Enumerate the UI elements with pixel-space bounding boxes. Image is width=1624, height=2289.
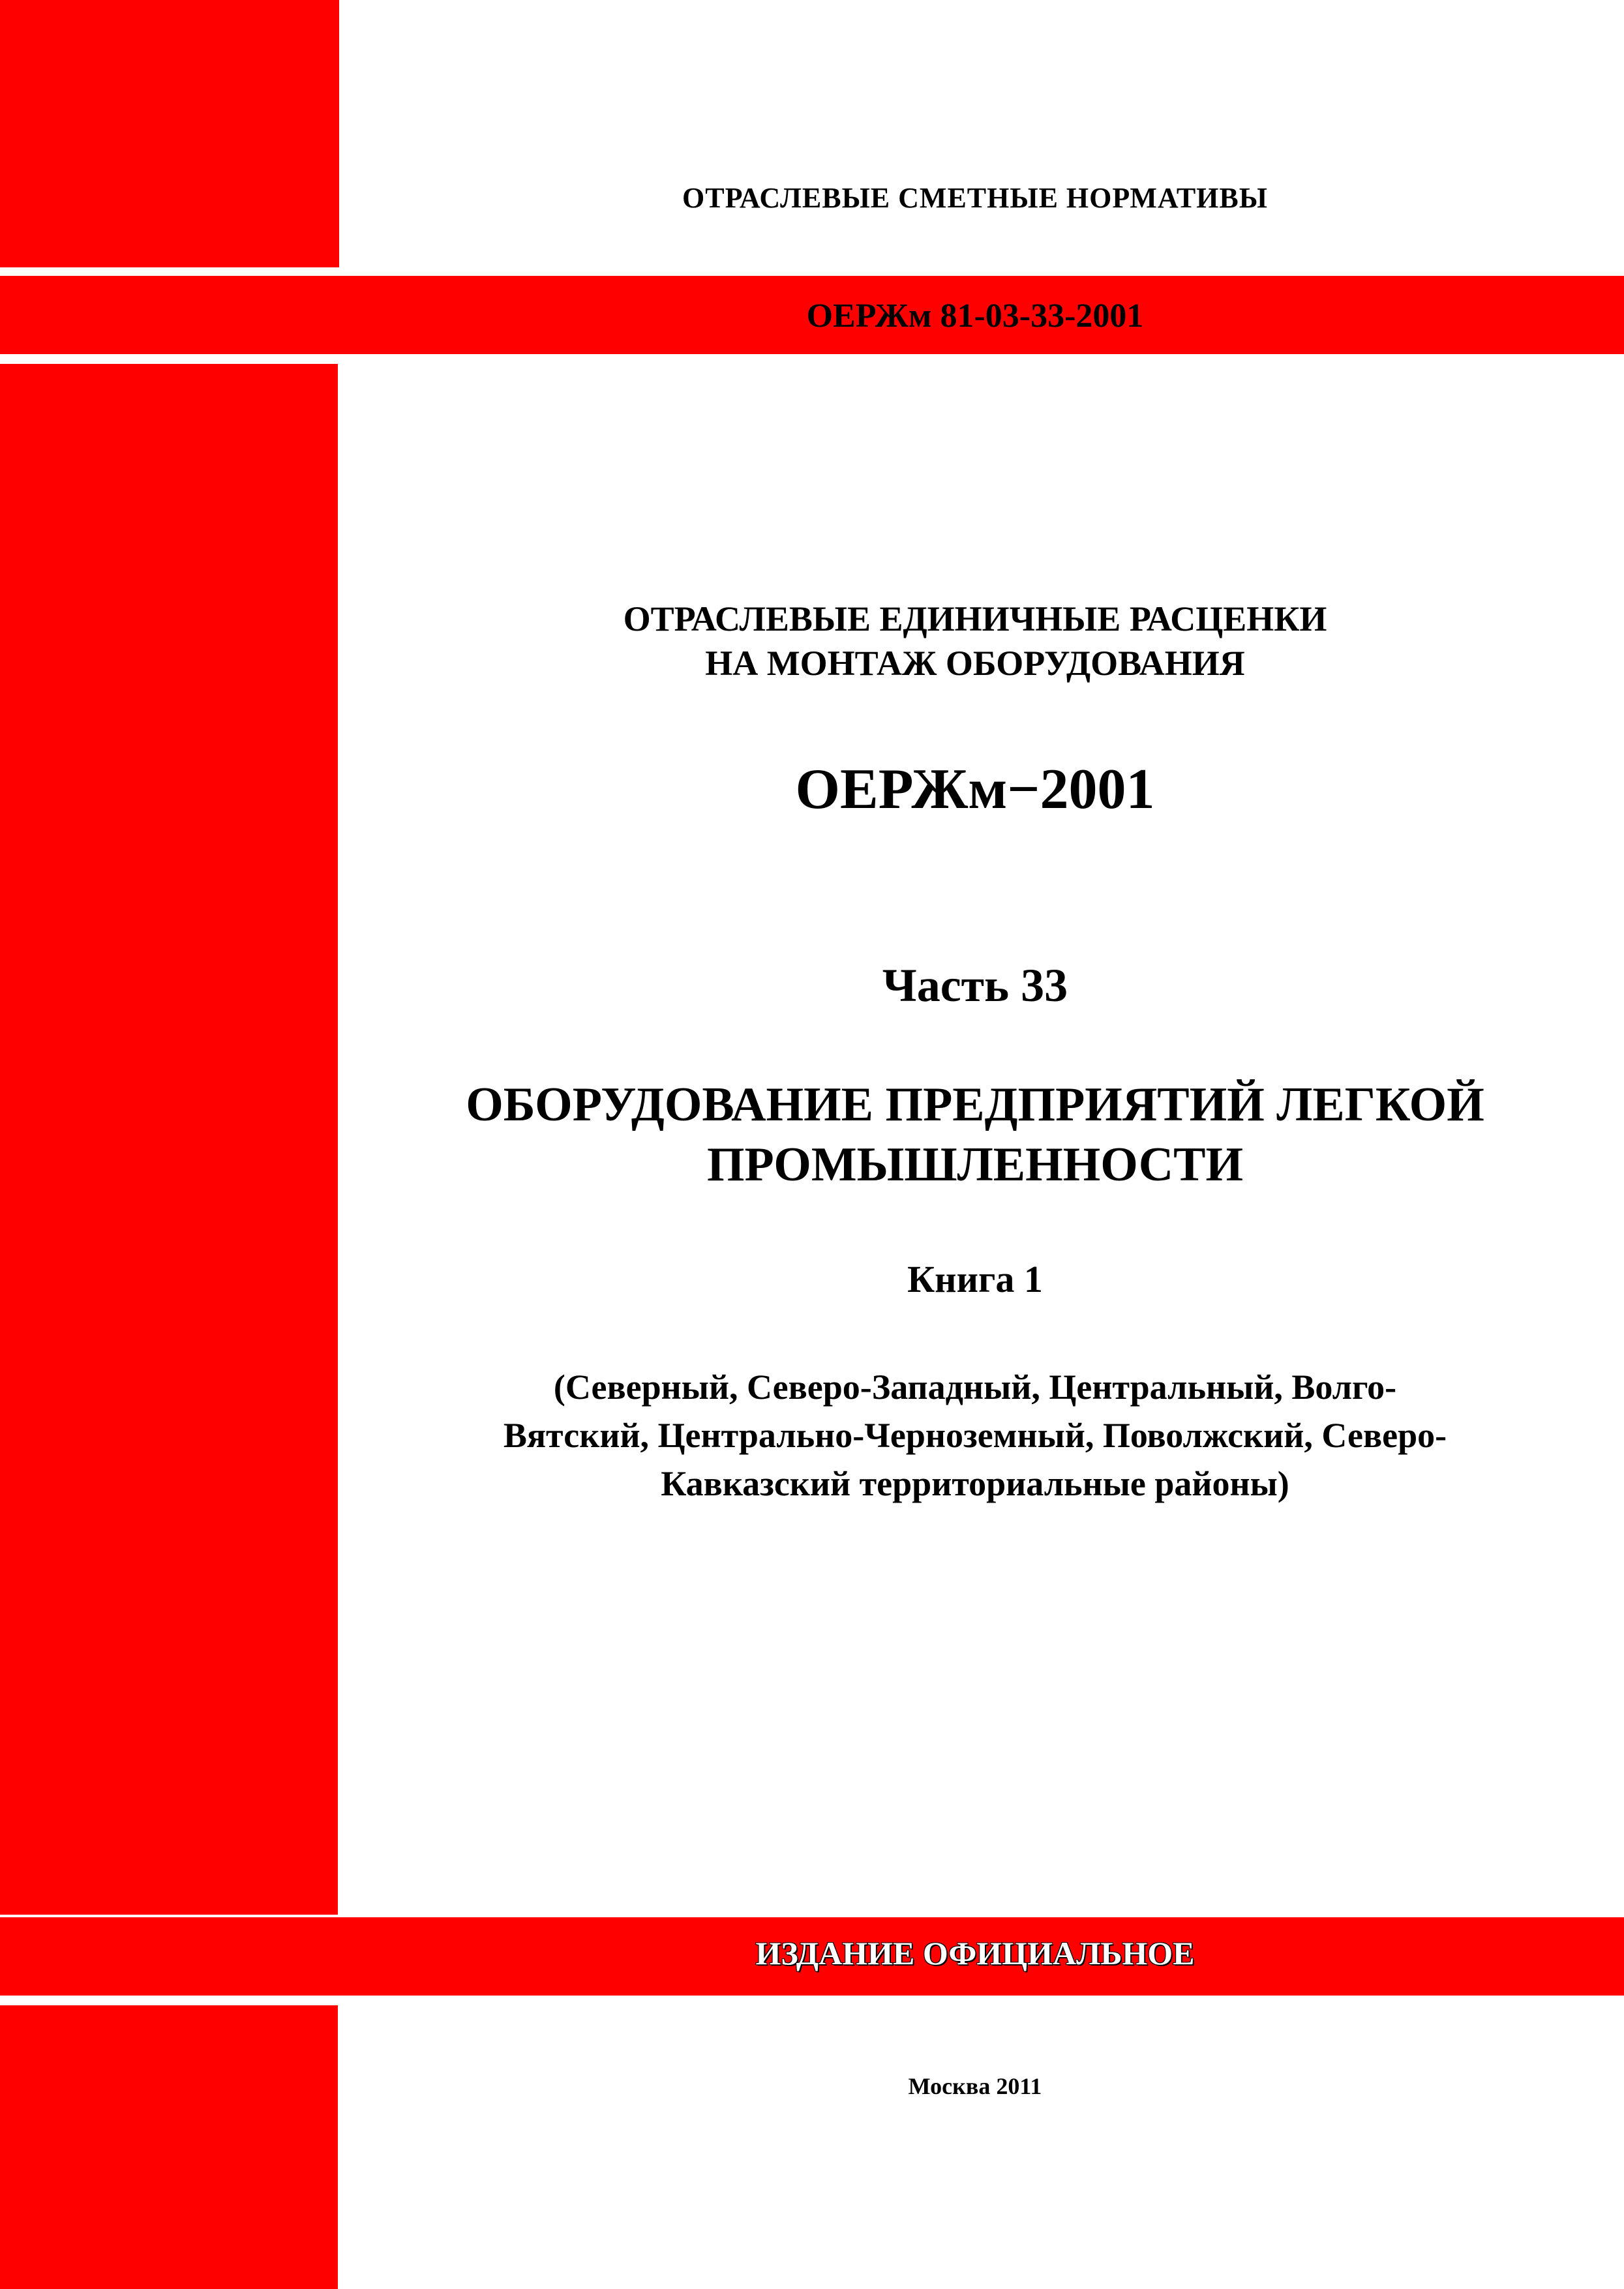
regions-line-1: (Северный, Северо-Западный, Центральный, Волго-	[553, 1368, 1397, 1407]
series-heading: ОТРАСЛЕВЫЕ СМЕТНЫЕ НОРМАТИВЫ	[682, 182, 1268, 214]
left-red-strip-top	[0, 0, 339, 267]
subject-line-1: ОБОРУДОВАНИЕ ПРЕДПРИЯТИЙ ЛЕГКОЙ	[466, 1078, 1484, 1131]
document-code: ОЕРЖм 81-03-33-2001	[806, 297, 1144, 335]
left-red-strip-middle	[0, 364, 338, 1915]
regions-line-2: Вятский, Центрально-Черноземный, Поволжский, Северо-	[503, 1416, 1447, 1455]
subject-line-2: ПРОМЫШЛЕННОСТИ	[706, 1138, 1244, 1191]
official-edition-label: ИЗДАНИЕ ОФИЦИАЛЬНОЕ	[755, 1935, 1195, 1971]
book-number: Книга 1	[907, 1258, 1043, 1300]
regions-line-3: Кавказский территориальные районы)	[661, 1464, 1289, 1503]
left-red-strip-bottom	[0, 2005, 338, 2289]
title-line-2: НА МОНТАЖ ОБОРУДОВАНИЯ	[705, 644, 1245, 683]
city-year: Москва 2011	[908, 2073, 1042, 2099]
title-line-1: ОТРАСЛЕВЫЕ ЕДИНИЧНЫЕ РАСЦЕНКИ	[623, 599, 1327, 638]
part-number: Часть 33	[882, 959, 1068, 1011]
main-code-title: ОЕРЖм−2001	[795, 758, 1155, 821]
